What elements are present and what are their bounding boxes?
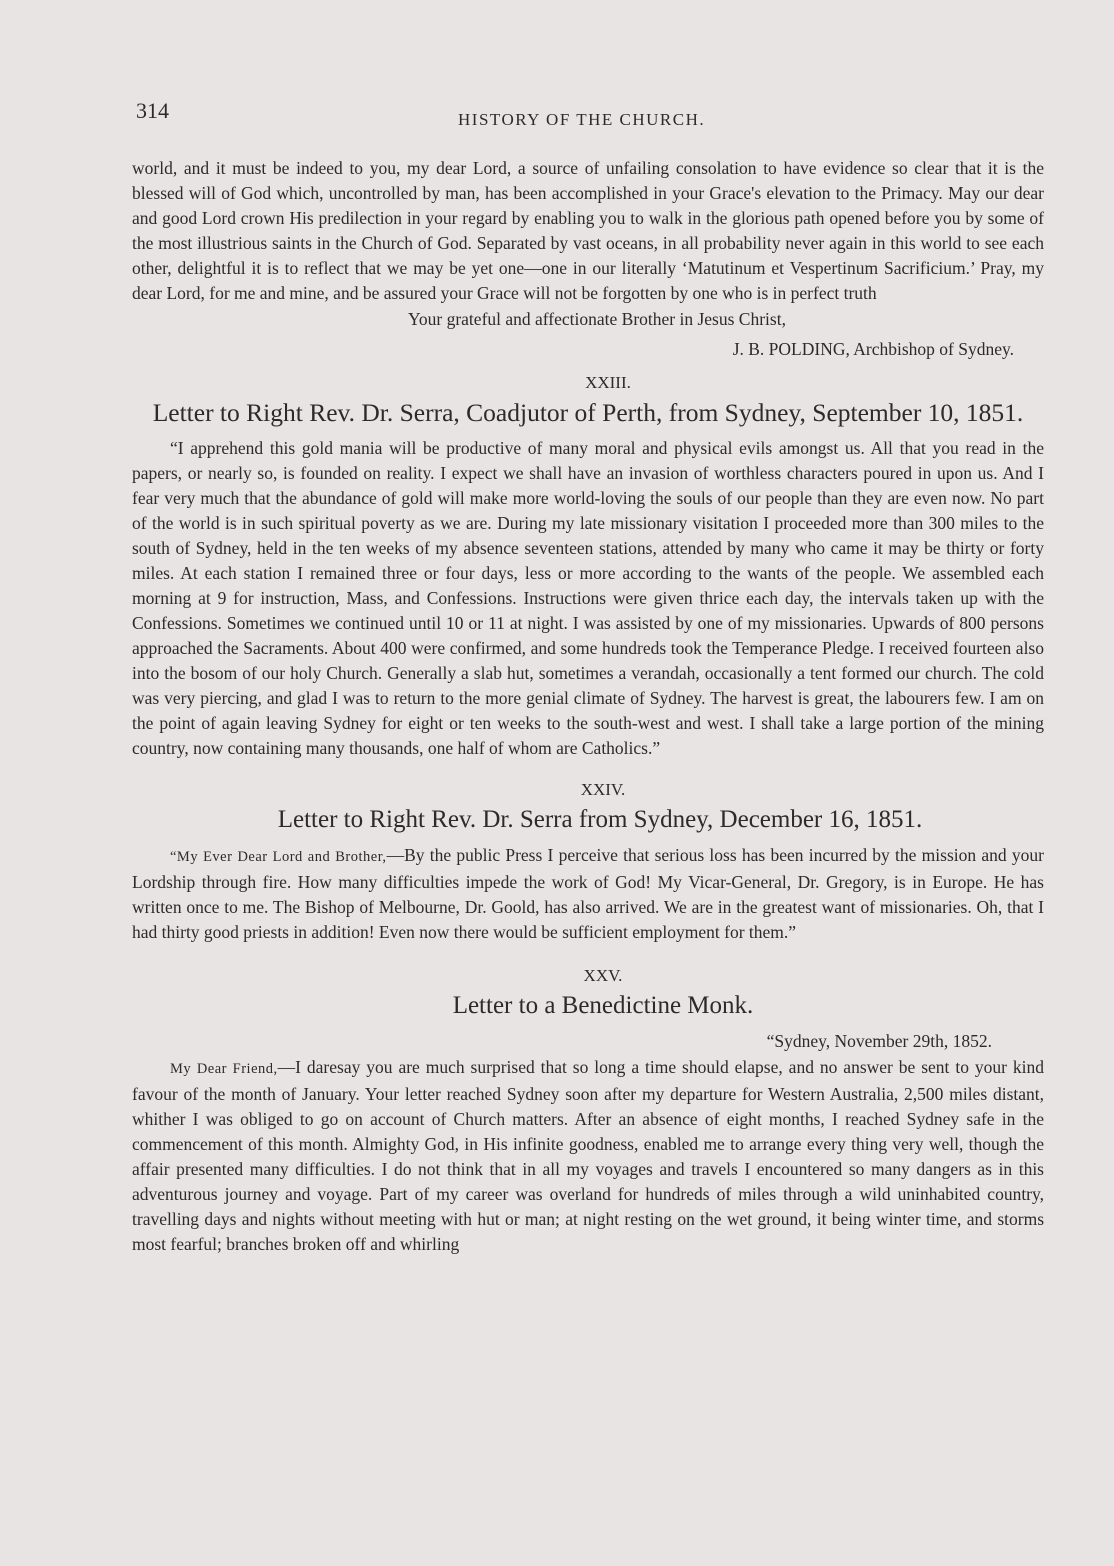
- letter-numeral: XXV.: [583, 966, 623, 985]
- letter-body: [132, 1055, 1044, 1257]
- letter-dateline: “Sydney, November 29th, 1852.: [766, 1031, 992, 1051]
- letter-salutation: My Dear Friend,: [170, 1061, 278, 1077]
- page-number: 314: [136, 98, 169, 123]
- letter-salutation: “My Ever Dear Lord and Brother,: [170, 849, 387, 865]
- letter-body-text: —I daresay you are much surprised that so long a time should elapse, and no answer be sent to your kind favour of the month of January. Your letter reached Sydney soon after my departure for Western Australia, 2,500 miles distant, whither I was obliged to go on account of Church matters. After an absence of eight months, I reached Sydney safe in the commencement of this month. Almighty God, in His infinite goodness, enabled me to arrange every thing very well, though the affair presented many difficulties. I do not think that in all my voyages and travels I encountered so many dangers as in this adventurous journey and voyage. Part of my career was overland for hundreds of miles through a wild uninhabited country, travelling days and nights without meeting with hut or man; at night resting on the wet ground, it being winter time, and storms most fearful; branches broken off and whirling: [132, 1057, 1045, 1254]
- letter-body-text: —By the public Press I perceive that serious loss has been incurred by the mission and your Lordship through fire. How many difficulties impede the work of God! My Vicar-General, Dr. Gregory, is in Europe. He has written once to me. The Bishop of Melbourne, Dr. Goold, has also arrived. We are in the greatest want of missionaries. Oh, that I had thirty good priests in addition! Even now there would be sufficient employment for them.”: [132, 845, 1044, 942]
- page-body: [132, 156, 1044, 1257]
- letter-signature: J. B. POLDING, Archbishop of Sydney.: [732, 339, 1014, 359]
- continued-paragraph: world, and it must be indeed to you, my dear Lord, a source of unfailing consolation to have evidence so clear that it is the blessed will of God which, uncontrolled by man, has been accomplished in your Grace's elevation to the Primacy. May our dear and good Lord crown His predilection in your regard by enabling you to walk in the glorious path opened before you by some of the most illustrious saints in the Church of God. Separated by vast oceans, in all probability never again in this world to see each other, delightful it is to reflect that we may be yet one—one in our literally ‘Matutinum et Vespertinum Sacrificium.’ Pray, my dear Lord, for me and mine, and be assured your Grace will not be forgotten by one who is in perfect truth: [132, 158, 1044, 303]
- letter-title: Letter to a Benedictine Monk.: [452, 992, 754, 1019]
- letter-body: [132, 843, 1044, 945]
- letter-title: Letter to Right Rev. Dr. Serra, Coadjutor of Perth, from Sydney, September 10, 1851.: [152, 398, 1024, 427]
- letter-body: “I apprehend this gold mania will be productive of many moral and physical evils amongst us. All that you read in the papers, or nearly so, is founded on reality. I expect we shall have an invasion of worthless characters poured in upon us. And I fear very much that the abundance of gold will make more world-loving the souls of our people than they are even now. No part of the world is in such spiritual poverty as we are. During my late missionary visitation I proceeded more than 300 miles to the south of Sydney, held in the ten weeks of my absence seventeen stations, attended by many who came it may be thirty or forty miles. At each station I remained three or four days, less or more according to the wants of the people. We assembled each morning at 9 for instruction, Mass, and Confessions. Instructions were given thrice each day, the intervals taken up with the Confessions. Sometimes we continued until 10 or 11 at night. I was assisted by one of my missionaries. Upwards of 800 persons approached the Sacraments. About 400 were confirmed, and some hundreds took the Temperance Pledge. I received fourteen also into the bosom of our holy Church. Generally a slab hut, sometimes a verandah, occasionally a tent formed our church. The cold was very piercing, and glad I was to return to the more genial climate of Sydney. The harvest is great, the labourers few. I am on the point of again leaving Sydney for eight or ten weeks to the south-west and west. I shall take a large portion of the mining country, now containing many thousands, one half of whom are Catholics.”: [132, 438, 1044, 758]
- page-header: [0, 98, 1114, 138]
- letter-closing: Your grateful and affectionate Brother in Jesus Christ,: [408, 309, 786, 329]
- letter-numeral: XXIV.: [580, 780, 626, 799]
- letter-numeral: XXIII.: [585, 373, 631, 392]
- running-head: HISTORY OF THE CHURCH.: [458, 110, 706, 129]
- letter-title: Letter to Right Rev. Dr. Serra from Sydney, December 16, 1851.: [277, 806, 923, 833]
